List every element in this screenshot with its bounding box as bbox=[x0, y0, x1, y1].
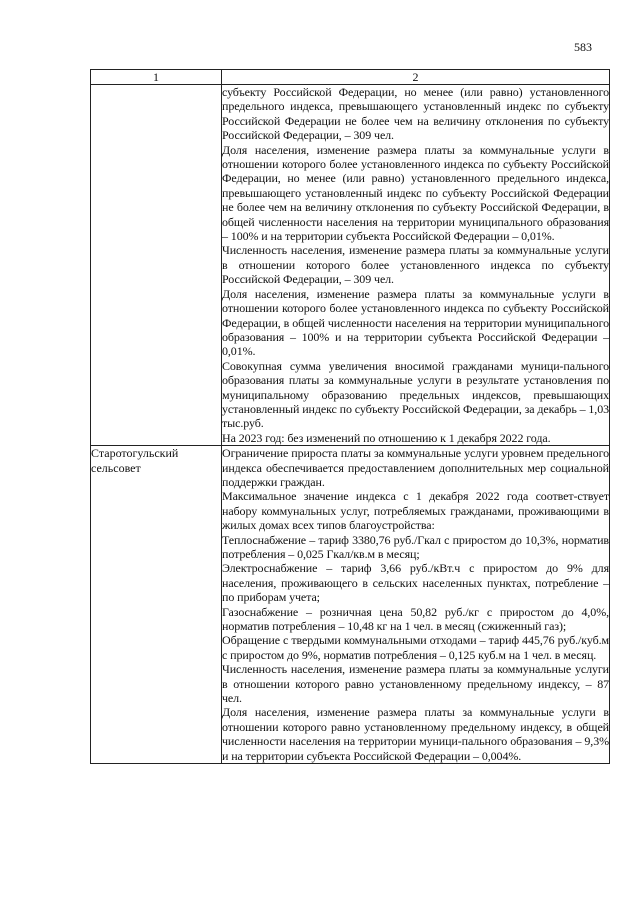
paragraph: Доля населения, изменение размера платы за коммунальные услуги в отношении которого равно установленному предельному индексу, в общей численности населения на территории муници-пального образования – 9,3% и на территории субъекта Российской Федерации – 0,004%. bbox=[222, 705, 609, 763]
paragraph: Максимальное значение индекса с 1 декабря 2022 года соответ-ствует набору коммунальных услуг, потребляемых гражданами, проживающими в жилых домах всех типов благоустройства: bbox=[222, 489, 609, 533]
municipality-cell bbox=[91, 85, 222, 446]
paragraph: Численность населения, изменение размера платы за коммунальные услуги в отношении которого равно установленному предельному индексу, – 87 чел. bbox=[222, 662, 609, 706]
paragraph: На 2023 год: без изменений по отношению к 1 декабря 2022 года. bbox=[222, 430, 551, 445]
paragraph: Газоснабжение – розничная цена 50,82 руб./кг с приростом до 4,0%, норматив потребления – 10,48 кг на 1 чел. в месяц (сжиженный газ); bbox=[222, 604, 609, 634]
table-row bbox=[91, 446, 610, 764]
paragraph: Обращение с твердыми коммунальными отходами – тариф 445,76 руб./куб.м с приростом до 9%, норматив потребления – 0,125 куб.м на 1 чел. в месяц. bbox=[222, 633, 609, 662]
paragraph: Совокупная сумма увеличения вносимой гражданами муници-пального образования платы за коммунальные услуги в результате установления по муниципальному образованию предельных индексов, превышающих установленный индекс по субъекту Российской Федерации, за декабрь – 1,03 тыс.руб. bbox=[222, 358, 609, 431]
paragraph: Электроснабжение – тариф 3,66 руб./кВт.ч с приростом до 9% для населения, проживающего в сельских населенных пунктах, потребление – по приборам учета; bbox=[222, 561, 609, 605]
municipality-cell: Старотогульский сельсовет bbox=[91, 446, 222, 764]
table-row bbox=[91, 85, 610, 446]
paragraph: субъекту Российской Федерации, но менее (или равно) установленного предельного индекса, превышающего установленный индекс по субъекту Российской Федерации не более чем на величину отклонения по субъекту Российской Федерации, – 309 чел. bbox=[222, 85, 609, 143]
column-header-2: 2 bbox=[222, 70, 610, 85]
paragraph: Ограничение прироста платы за коммунальные услуги уровнем предельного индекса обеспечивается предоставлением дополнительных мер социальной поддержки граждан. bbox=[222, 446, 609, 489]
paragraph: Теплоснабжение – тариф 3380,76 руб./Гкал с приростом до 10,3%, норматив потребления – 0,025 Гкал/кв.м в месяц; bbox=[222, 532, 609, 561]
paragraph: Доля населения, изменение размера платы за коммунальные услуги в отношении которого более установленного индекса по субъекту Российской Федерации, в общей численности населения на территории муниципального образования – 100% и на территории субъекта Российской Федерации – 0,01%. bbox=[222, 286, 609, 359]
description-cell bbox=[222, 85, 610, 446]
description-cell bbox=[222, 446, 610, 764]
paragraph: Численность населения, изменение размера платы за коммунальные услуги в отношении которого более установленного индекса по субъекту Российской Федерации, – 309 чел. bbox=[222, 243, 609, 287]
document-table bbox=[90, 69, 610, 764]
table-header-row bbox=[91, 70, 610, 85]
paragraph: Доля населения, изменение размера платы за коммунальные услуги в отношении которого более установленного индекса по субъекту Российской Федерации, но менее (или равно) установленного предельного индекса, превышающего установленный индекс по субъекту Российской Федерации не более чем на величину отклонения по субъекту Российской Федерации, в общей численности населения на территории муниципального образования – 100% и на территории субъекта Российской Федерации – 0,01%. bbox=[222, 142, 609, 244]
page-number: 583 bbox=[574, 40, 592, 54]
column-header-1: 1 bbox=[91, 70, 222, 85]
